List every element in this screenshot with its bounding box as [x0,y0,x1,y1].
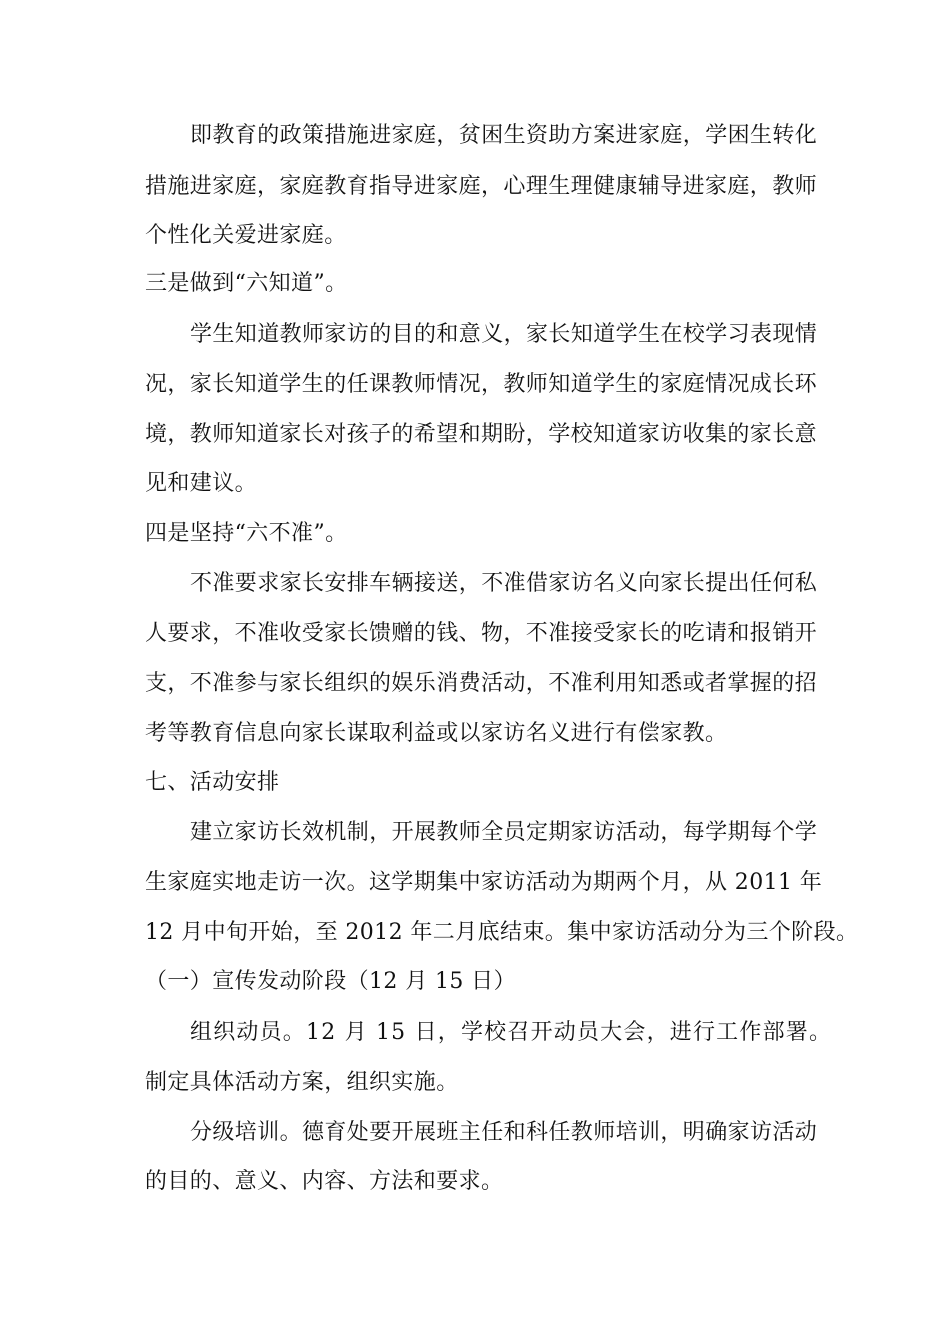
paragraph-line: 12 月中旬开始，至 2012 年二月底结束。集中家访活动分为三个阶段。 [145,920,859,945]
paragraph-line: 措施进家庭，家庭教育指导进家庭，心理生理健康辅导进家庭，教师 [145,174,818,199]
paragraph-line: 生家庭实地走访一次。这学期集中家访活动为期两个月，从 2011 年 [145,870,823,895]
paragraph-line: 分级培训。德育处要开展班主任和科任教师培训，明确家访活动 [190,1120,818,1145]
paragraph-line: 建立家访长效机制，开展教师全员定期家访活动，每学期每个学 [190,820,818,845]
paragraph-line: 组织动员。12 月 15 日，学校召开动员大会，进行工作部署。 [190,1020,833,1045]
section-heading: 七、活动安排 [145,770,280,795]
paragraph-line: 考等教育信息向家长谋取利益或以家访名义进行有偿家教。 [145,721,728,746]
paragraph-line: 即教育的政策措施进家庭，贫困生资助方案进家庭，学困生转化 [190,123,818,148]
section-heading: 四是坚持“六不准”。 [145,521,348,546]
paragraph-line: 学生知道教师家访的目的和意义，家长知道学生在校学习表现情 [190,322,818,347]
paragraph-line: 不准要求家长安排车辆接送，不准借家访名义向家长提出任何私 [190,571,818,596]
paragraph-line: 个性化关爱进家庭。 [145,223,347,248]
paragraph-line: 支，不准参与家长组织的娱乐消费活动，不准利用知悉或者掌握的招 [145,671,818,696]
section-heading: （一）宣传发动阶段（12 月 15 日） [145,969,516,994]
paragraph-line: 的目的、意义、内容、方法和要求。 [145,1169,504,1194]
paragraph-line: 境，教师知道家长对孩子的希望和期盼，学校知道家访收集的家长意 [145,422,818,447]
paragraph-line: 人要求，不准收受家长馈赠的钱、物，不准接受家长的吃请和报销开 [145,621,818,646]
paragraph-line: 见和建议。 [145,471,258,496]
paragraph-line: 况，家长知道学生的任课教师情况，教师知道学生的家庭情况成长环 [145,372,818,397]
section-heading: 三是做到“六知道”。 [145,271,348,296]
paragraph-line: 制定具体活动方案，组织实施。 [145,1070,459,1095]
